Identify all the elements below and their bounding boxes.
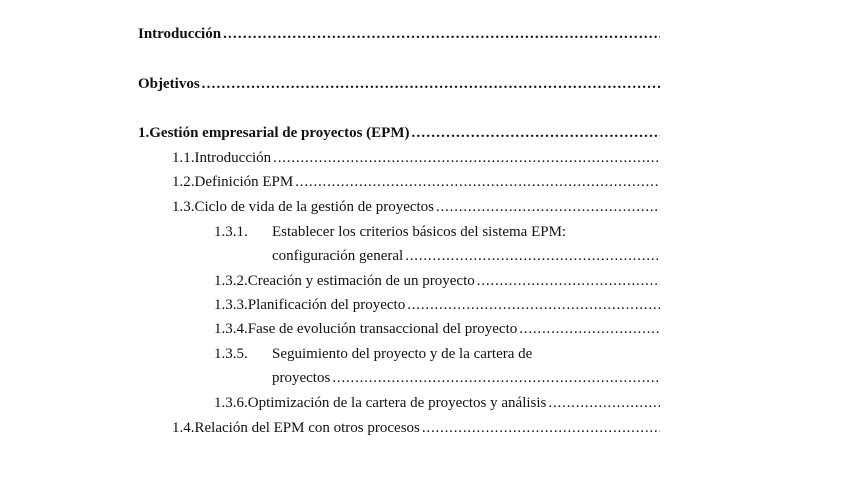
section-number: 1.3.6. xyxy=(214,395,248,411)
toc-title: Seguimiento del proyecto y de la cartera de xyxy=(272,346,533,362)
dot-leader xyxy=(411,123,660,143)
section-number: 1.3.1. xyxy=(214,224,248,240)
dot-leader xyxy=(273,148,660,168)
toc-title: Establecer los criterios básicos del sistema EPM: xyxy=(272,224,567,240)
section-number: 1.3.3. xyxy=(214,297,248,313)
section-number: 1.2. xyxy=(172,174,195,190)
toc-entry-1-3-2 xyxy=(214,271,660,291)
toc-entry-1-3-5-line2 xyxy=(272,368,660,388)
dot-leader xyxy=(202,74,660,94)
section-number: 1.3.4. xyxy=(214,321,248,337)
toc-entry-1-3-4 xyxy=(214,319,660,339)
toc-entry-1-3-1-line2 xyxy=(272,246,660,266)
dot-leader xyxy=(223,24,660,44)
toc-title: Creación y estimación de un proyecto xyxy=(247,273,475,289)
toc-title-continuation: proyectos xyxy=(272,370,331,386)
toc-entry-1-3-1-line1 xyxy=(214,222,660,242)
dot-leader xyxy=(548,393,660,413)
toc-entry-1-4 xyxy=(172,418,660,438)
section-number: 1.4. xyxy=(172,420,195,436)
toc-entry-introduccion xyxy=(138,24,660,44)
toc-title: Optimización de la cartera de proyectos y análisis xyxy=(247,395,547,411)
toc-title: Introducción xyxy=(194,150,272,166)
toc-entry-1-3-6 xyxy=(214,393,660,413)
toc-entry-1 xyxy=(138,123,660,143)
dot-leader xyxy=(407,295,660,315)
toc-title: Ciclo de vida de la gestión de proyectos xyxy=(194,199,435,215)
toc-title: Objetivos xyxy=(138,76,200,92)
toc-title: Gestión empresarial de proyectos (EPM) xyxy=(149,125,410,141)
toc-entry-1-3-3 xyxy=(214,295,660,315)
toc-title-continuation: configuración general xyxy=(272,248,404,264)
section-number: 1.3.5. xyxy=(214,346,248,362)
dot-leader xyxy=(295,172,660,192)
toc-entry-1-3 xyxy=(172,197,660,217)
toc-entry-1-1 xyxy=(172,148,660,168)
toc-title: Definición EPM xyxy=(194,174,294,190)
toc-title: Planificación del proyecto xyxy=(247,297,406,313)
toc-entry-objetivos xyxy=(138,74,660,94)
dot-leader xyxy=(519,319,660,339)
toc-title: Introducción xyxy=(138,26,222,42)
dot-leader xyxy=(332,368,660,388)
section-number: 1.1. xyxy=(172,150,195,166)
toc-title: Fase de evolución transaccional del proyecto xyxy=(247,321,518,337)
dot-leader xyxy=(405,246,660,266)
section-number: 1.3.2. xyxy=(214,273,248,289)
toc-entry-1-3-5-line1 xyxy=(214,344,660,364)
toc-entry-1-2 xyxy=(172,172,660,192)
dot-leader xyxy=(477,271,660,291)
dot-leader xyxy=(436,197,660,217)
section-number: 1. xyxy=(138,125,150,141)
dot-leader xyxy=(422,418,660,438)
toc-title: Relación del EPM con otros procesos xyxy=(194,420,420,436)
section-number: 1.3. xyxy=(172,199,195,215)
